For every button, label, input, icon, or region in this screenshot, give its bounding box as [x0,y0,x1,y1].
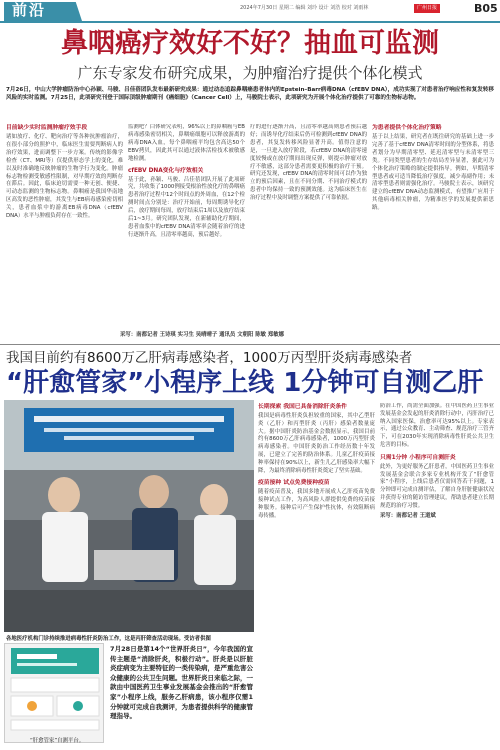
page-header [0,0,500,22]
hepatitis-screening-photo [4,400,254,632]
story2-kicker: 我国目前约有8600万乙肝病毒感染者，1000万丙型肝炎病毒感染者 [6,350,413,366]
header-rule [0,21,500,23]
story1-column-3 [250,124,367,326]
story2-col2-heading: 只需1分钟 小程序可自测肝炎 [380,454,456,461]
story1-col2-body: 监测吧？白体研究表明，96%以上的鼻咽癌与EB病毒感染密切相关，鼻咽癌细胞可以释放游离的病毒DNA入血，每个鼻咽癌平均包含高达50个EBV拷贝，因此其可以通过液体活检技术被敏感地检测。 [128,124,245,162]
story1-col3-body: 疗的进行逐渐升高，且清零率越高则患者预后越好；而诱导化疗结束后仍可检测到cfEBV DNA的患者，其复发转移风险显著升高。值得注意的是，一旦进入放疗阶段，若cfEBV DNA的清零速度较慢或在放疗期间出现反弹，则提示肿瘤对放疗不敏感，这部分患者需要更积极的治疗干预。研究还发现，cfEBV DNA的清零时间可以作为独立的预后因素，且在不同分期、不同治疗模式的患者中均保持一致的预测效能。这为临床医生在治疗过程中及时调整方案提供了可靠依据。 [250,124,367,202]
story1-headline: 鼻咽癌疗效好不好？抽血可监测 [61,28,439,59]
story1-col2-body2: 基于此，孙颖、马骏、吕佳蓓团队开展了此项研究，共收集了1000例接受根治性放化疗的鼻咽癌患者治疗过程中12个时间点的外周血，在12个检测时间点分别是：治疗开始前，每周期诱导化疗后，放疗期间每周，放疗结束后1周以及放疗结束后1~3月。研究团队发现，在新辅助化疗期间，患者血浆中的cfEBV DNA清零率会随着治疗的进行逐渐升高，且清零率越高，预后越好。 [128,176,245,238]
story1-lead: 7月26日，中山大学肿瘤防治中心孙颖、马骏、吕佳蓓团队发布最新研究成果：通过动态追踪鼻咽癌患者体内的Epstein–Barr病毒DNA（cfEBV DNA），成功实现了对患者治疗响应性和复发转移风险的实时监测。7月25日，此项研究刊登于国际顶级肿瘤期刊《癌细胞》（Cancer Cell）上，马骏院士表示，此项研究为开展个体化治疗提供了可靠的生物标志物。 [6,87,494,101]
story-divider [0,344,500,345]
story2-credit: 采写：南都记者 王道斌 [380,512,436,519]
app-caption: “肝愈管家”自测平台。 [30,738,85,744]
story2-headline: “肝愈管家”小程序上线 1分钟可自测乙肝 [6,368,484,398]
story2-col1-body: 我国是病毒性肝炎负担较重的国家，其中乙型肝炎（乙肝）和丙型肝炎（丙肝）感染者数量庞大。据中国肝炎防治基金会数据显示，我国目前约有8600万乙肝病毒感染者，1000万丙型肝炎病毒感染者。中国肝炎防治工作经历数十年发展，已建立了完善的防治体系。儿童乙肝疫苗接种率保持在90%以上，新生儿乙肝感染率大幅下降，为最终消除病毒性肝炎奠定了坚实基础。 [258,413,375,474]
story1-col4-heading: 为患者提供个体化治疗策略 [372,125,442,131]
story2-col1-heading2: 疫苗接种 试点免费接种疫苗 [258,480,330,487]
story1-credit: 采写：南都记者 王诗琪 实习生 吴晴晴子 通讯员 文朝阳 陈敏 郑敏娜 [120,332,285,338]
miniprogram-screenshot [4,643,104,743]
story2-col2-body2: 此外，为更好服务乙肝患者，中国医药卫生事业发展基金会联合多家专业机构开发了“肝愈管家”小程序，上线后患者仅需回答若干问题，1分钟即可完成自测评估，了解自身肝脏健康状况并获得专业的随访管理建议，帮助患者建立长期规范的治疗习惯。 [380,463,494,509]
story1-subhead: 广东专家发布研究成果，为肿瘤治疗提供个体化模式 [77,64,423,82]
story1-col4-body: 基于以上结果，研究者在既往研究的基础上进一步完善了基于cfEBV DNA清零时间的分型体系，将患者划分为早期清零型、延迟清零型与未清零型三类。不同类型患者的生存结局差异显著，据此可为个体化治疗策略的制定提供指导。例如，早期清零型患者或可适当降低治疗强度，减少毒副作用；未清零型患者则需强化治疗。马骏院士表示，该研究建立的cfEBV DNA动态监测模式，有望推广应用于其他病毒相关肿瘤，为精准医学的发展提供新思路。 [372,134,494,212]
page-number: B05 [474,2,498,15]
story2-col1-heading: 长期探索 我国已具备消除肝炎条件 [258,404,347,410]
story1-col2-heading: cfEBV DNA变化与疗效相关 [128,167,204,174]
section-title: 前沿 [12,1,47,19]
story1-column-1 [6,124,123,326]
story2-col2-body: 防治工作，尚需全面加强。在中国医药卫生事业发展基金会发起的肝炎消除行动中，丙肝治疗已纳入国家医保，治愈率可达95%以上。专家表示，通过公众教育、主动筛查、规范治疗三管齐下，可在2030年实现消除病毒性肝炎公共卫生危害的目标。 [380,403,494,448]
story2-column-1 [258,403,375,745]
story2-intro: 7月28日是第14个“世界肝炎日”，今年我国的宣传主题是“消除肝炎，积极行动”。肝炎是以肝脏炎症病变为主要特征的一类传染病，是严重危害公众健康的公共卫生问题。世界肝炎日来临之际，一款由中国医药卫生事业发展基金会推出的“肝愈管家”小程序上线，服务乙肝病患，该小程序仅需1分钟就可完成自我测评，为患者提供科学的健康管理指导。 [110,645,253,721]
edit-badge: 广州日报 [414,4,440,13]
photo-illustration [4,400,254,632]
story2-col1-body2: 随着疫苗普及，我国多地开展成人乙肝疫苗免费接种试点工作，为高风险人群提供免费的疫苗接种服务。接种后可产生保护性抗体，有效阻断病毒传播。 [258,489,375,519]
story1-col1-heading: 目前缺少实时监测肿瘤疗效手段 [6,125,88,131]
app-illustration [5,644,104,743]
photo-caption: 各地医疗机构门诊持续推进病毒性肝炎防治工作，这是丙肝筛查活动现场。受访者供图 [6,636,211,642]
story2-column-2 [380,403,494,745]
story1-column-2 [128,124,245,326]
story1-col1-body: 诸如放疗、化疗、靶向治疗等各种抗肿瘤治疗，在很小部分的照护中，临床医生需要判断病人的治疗效果，进而调整下一步方案。传统的影像学检查（CT、MRI等）仅提供形态学上的变化，难以及时准确地反映肿瘤的生物学行为变化。肿瘤标志物检测受敏感性限制，对早期疗效的判断存在滞后。因此，临床迫切需要一种无创、便捷、可动态监测的生物标志物。鼻咽癌是我国华南地区高发的恶性肿瘤，其发生与EB病毒感染密切相关，患者血浆中的游离EB病毒DNA（cfEBV DNA）水平与肿瘤负荷存在一致性。 [6,134,123,220]
issue-meta: 2024年7月30日 星期二 编辑 刘玲 设计 刘浩 校对 刘雨林 [240,5,369,11]
story1-column-4 [372,124,494,326]
